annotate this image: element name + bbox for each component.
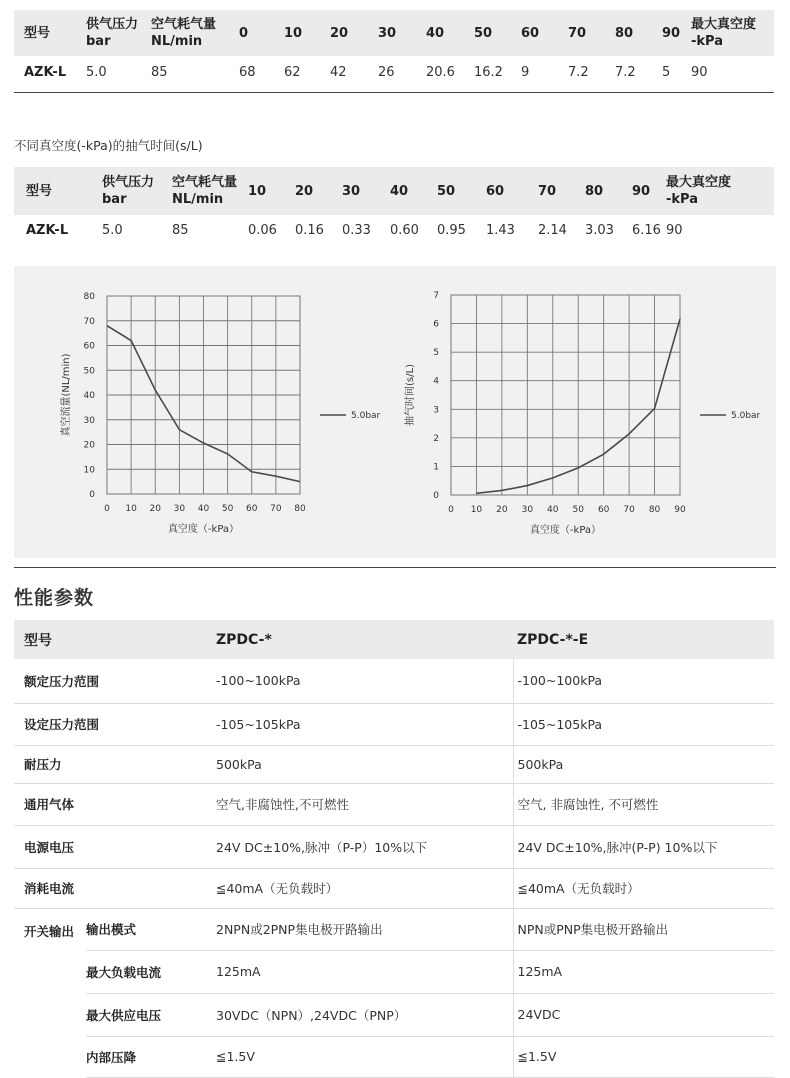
table-cell: 0.16 <box>295 222 324 238</box>
table-cell: 1.43 <box>486 222 515 238</box>
y-tick-label: 80 <box>83 292 95 302</box>
value-model-1: 空气,非腐蚀性,不可燃性 <box>212 783 513 825</box>
x-axis-label: 真空度（-kPa） <box>529 525 602 536</box>
x-tick-label: 30 <box>521 505 534 515</box>
table-row <box>14 659 774 703</box>
vacuum-flow-table <box>14 10 774 89</box>
column-header: 60 <box>521 10 568 56</box>
table-cell: 85 <box>151 65 168 80</box>
table-cell: 90 <box>691 65 708 80</box>
sub-row-label: 输出模式 <box>86 908 212 950</box>
table-cell: 7.2 <box>615 65 636 80</box>
table-cell: 0.33 <box>342 222 371 238</box>
y-tick-label: 0 <box>433 491 439 501</box>
y-tick-label: 10 <box>83 465 95 476</box>
column-header: 10 <box>248 167 295 215</box>
sub-row-label: 最大供应电压 <box>86 993 212 1036</box>
x-tick-label: 40 <box>197 504 210 514</box>
evacuation-time-table <box>14 167 774 245</box>
value-model-1: 125mA <box>212 950 513 993</box>
column-header: 空气耗气量 NL/min <box>172 167 248 215</box>
value-model-2: 500kPa <box>513 745 774 783</box>
column-header: 80 <box>615 10 662 56</box>
performance-table <box>14 620 774 1078</box>
y-tick-label: 70 <box>83 316 95 327</box>
column-header: 空气耗气量 NL/min <box>151 10 239 56</box>
table-row <box>14 908 774 950</box>
x-tick-label: 40 <box>547 505 559 515</box>
sub-row-label: 最大负载电流 <box>86 950 212 993</box>
row-label: 消耗电流 <box>14 868 212 908</box>
y-axis-label: 真空流量(NL/min) <box>61 353 72 437</box>
row-label: 额定压力范围 <box>14 659 212 703</box>
value-model-2: 24V DC±10%,脉冲(P-P) 10%以下 <box>513 825 774 868</box>
value-model-1: 30VDC（NPN）,24VDC（PNP） <box>212 993 513 1036</box>
x-tick-label: 60 <box>597 505 610 515</box>
table-row <box>14 1036 774 1077</box>
value-model-2: ≦1.5V <box>513 1036 774 1077</box>
value-model-2: ≦40mA（无负载时） <box>513 868 774 908</box>
header-model-1: ZPDC-* <box>212 620 513 659</box>
table-cell: 90 <box>666 222 683 238</box>
y-tick-label: 30 <box>83 415 95 426</box>
y-tick-label: 4 <box>433 376 439 387</box>
table-header-row <box>14 10 774 56</box>
value-model-1: 2NPN或2PNP集电极开路输出 <box>212 908 513 950</box>
column-header: 最大真空度 -kPa <box>691 10 774 56</box>
divider <box>14 567 776 568</box>
table-cell: AZK-L <box>24 65 67 80</box>
x-tick-label: 80 <box>648 505 661 515</box>
value-model-1: -105~105kPa <box>212 703 513 745</box>
column-header: 供气压力 bar <box>102 167 172 215</box>
table-cell: 5 <box>662 65 671 80</box>
table-cell: 68 <box>239 65 256 80</box>
value-model-2: -105~105kPa <box>513 703 774 745</box>
x-tick-label: 80 <box>294 504 306 514</box>
y-tick-label: 3 <box>433 405 439 416</box>
column-header: 70 <box>568 10 615 56</box>
table-cell: 6.16 <box>632 222 661 238</box>
column-header: 30 <box>342 167 390 215</box>
vacuum-flow-chart <box>14 266 394 558</box>
table-cell: 7.2 <box>568 65 589 80</box>
row-label: 耐压力 <box>14 745 212 783</box>
table-row <box>14 950 774 993</box>
value-model-1: 500kPa <box>212 745 513 783</box>
sub-row-label: 内部压降 <box>86 1036 212 1077</box>
x-tick-label: 20 <box>149 504 161 514</box>
table-cell: 20.6 <box>426 65 455 80</box>
x-tick-label: 10 <box>470 505 483 515</box>
y-tick-label: 2 <box>433 433 439 444</box>
column-header: 0 <box>239 10 284 56</box>
y-tick-label: 5 <box>433 348 439 359</box>
table-cell: 26 <box>378 65 395 80</box>
x-tick-label: 70 <box>623 505 635 515</box>
table-row <box>14 745 774 783</box>
table-cell: 0.60 <box>390 222 419 238</box>
table-cell: 3.03 <box>585 222 614 238</box>
table-cell: 85 <box>172 222 189 238</box>
column-header: 20 <box>295 167 342 215</box>
x-tick-label: 20 <box>496 505 508 515</box>
header-model-label: 型号 <box>14 620 212 659</box>
table-row <box>14 783 774 825</box>
table-cell: 9 <box>521 65 530 80</box>
table-cell: 62 <box>284 65 301 80</box>
y-tick-label: 50 <box>83 366 95 377</box>
legend-label: 5.0bar <box>731 411 761 421</box>
table-cell: 5.0 <box>86 65 107 80</box>
table-cell: 5.0 <box>102 222 123 238</box>
table-row <box>14 703 774 745</box>
column-header: 20 <box>330 10 378 56</box>
y-tick-label: 40 <box>83 391 95 401</box>
value-model-2: 125mA <box>513 950 774 993</box>
value-model-1: ≦1.5V <box>212 1036 513 1077</box>
evacuation-time-chart <box>394 266 776 558</box>
header-model-2: ZPDC-*-E <box>513 620 774 659</box>
column-header: 最大真空度 -kPa <box>666 167 774 215</box>
y-axis-label: 抽气时间(s/L) <box>405 364 416 426</box>
value-model-2: NPN或PNP集电极开路输出 <box>513 908 774 950</box>
value-model-1: 24V DC±10%,脉冲（P-P）10%以下 <box>212 825 513 868</box>
table-cell: 0.06 <box>248 222 277 238</box>
column-header: 50 <box>437 167 486 215</box>
table-cell: 2.14 <box>538 222 567 238</box>
value-model-1: -100~100kPa <box>212 659 513 703</box>
table-row <box>14 993 774 1036</box>
x-tick-label: 0 <box>104 504 110 514</box>
value-model-2: -100~100kPa <box>513 659 774 703</box>
y-tick-label: 20 <box>83 440 95 451</box>
row-label: 通用气体 <box>14 783 212 825</box>
column-header: 40 <box>390 167 437 215</box>
row-label: 电源电压 <box>14 825 212 868</box>
column-header: 10 <box>284 10 330 56</box>
table-caption: 不同真空度(-kPa)的抽气时间(s/L) <box>14 138 203 153</box>
x-tick-label: 0 <box>448 505 454 515</box>
x-tick-label: 90 <box>674 505 686 515</box>
group-label: 开关输出 <box>24 923 75 939</box>
column-header: 60 <box>486 167 538 215</box>
row-label: 设定压力范围 <box>14 703 212 745</box>
x-tick-label: 50 <box>221 504 234 514</box>
x-axis-label: 真空度（-kPa） <box>167 524 240 535</box>
column-header: 80 <box>585 167 632 215</box>
value-model-2: 空气, 非腐蚀性, 不可燃性 <box>513 783 774 825</box>
table-row <box>14 56 774 89</box>
plot-frame <box>451 295 680 495</box>
table-row <box>14 868 774 908</box>
column-header: 40 <box>426 10 474 56</box>
column-header: 供气压力 bar <box>86 10 151 56</box>
x-tick-label: 50 <box>572 505 584 515</box>
column-header: 70 <box>538 167 585 215</box>
table-header-row <box>14 620 774 659</box>
y-tick-label: 7 <box>433 291 439 301</box>
column-header: 50 <box>474 10 521 56</box>
x-tick-label: 10 <box>125 504 137 514</box>
table-cell: AZK-L <box>26 222 69 238</box>
table-cell: 16.2 <box>474 65 503 80</box>
table-header-row <box>14 167 774 215</box>
x-tick-label: 70 <box>270 504 282 514</box>
column-header: 90 <box>662 10 691 56</box>
value-model-2: 24VDC <box>513 993 774 1036</box>
y-tick-label: 1 <box>433 462 439 473</box>
table-cell: 42 <box>330 65 347 80</box>
chart-panel <box>14 266 776 558</box>
table-row <box>14 825 774 868</box>
x-tick-label: 30 <box>173 504 186 514</box>
y-tick-label: 6 <box>433 319 439 330</box>
section-title: 性能参数 <box>14 587 95 609</box>
y-tick-label: 60 <box>83 341 95 352</box>
y-tick-label: 0 <box>89 490 95 500</box>
value-model-1: ≦40mA（无负载时） <box>212 868 513 908</box>
legend-label: 5.0bar <box>351 411 381 421</box>
table-cell: 0.95 <box>437 222 466 238</box>
x-tick-label: 60 <box>246 504 258 514</box>
column-header: 型号 <box>14 10 86 56</box>
column-header: 90 <box>632 167 666 215</box>
table-row <box>14 215 774 245</box>
column-header: 30 <box>378 10 426 56</box>
column-header: 型号 <box>14 167 102 215</box>
divider <box>14 92 774 93</box>
